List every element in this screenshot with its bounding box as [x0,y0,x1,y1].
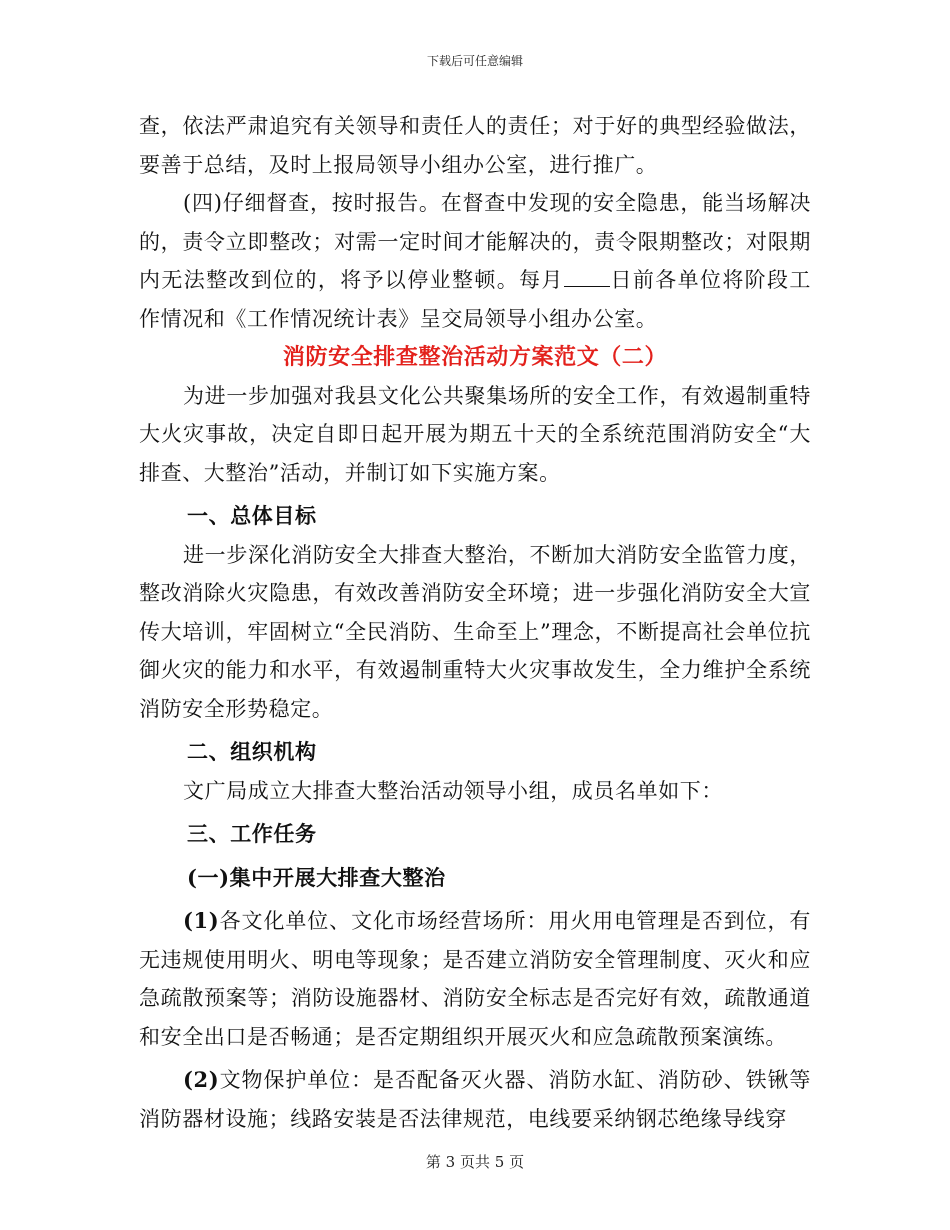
document-title: 消防安全排查整治活动方案范文（二） [282,344,668,370]
paragraph-continuation: 查，依法严肃追究有关领导和责任人的责任；对于好的典型经验做法，要善于总结，及时上报局领导小组办公室，进行推广。 [139,114,811,177]
page-footer: 第 3 页共 5 页 [425,1153,525,1171]
heading-overall-goal: 一、总体目标 [187,503,317,528]
subheading-inspection: (一)集中开展大排查大整治 [187,864,446,890]
list-item-text: 文物保护单位：是否配备灭火器、消防水缸、消防砂、铁锹等消防器材设施；线路安装是否法律规范，电线要采纳钢芯绝缘导线穿 [139,1068,811,1131]
list-item-text: 各文化单位、文化市场经营场所：用火用电管理是否到位，有无违规使用明火、明电等现象；是否建立消防安全管理制度、灭火和应急疏散预案等；消防设施器材、消防安全标志是否完好有效，疏散通道和安全出口是否畅通；是否定期组织开展灭火和应急疏散预案演练。 [139,909,811,1049]
list-item-number: (2) [183,1067,220,1092]
list-item-heritage-units [139,1061,811,1138]
page-header: 下载后可任意编辑 [426,54,523,68]
paragraph-supervision-text-b: 日前各单位将阶段工作情况和《工作情况统计表》呈交局领导小组办公室。 [139,268,811,331]
heading-organization: 二、组织机构 [187,739,317,764]
list-item-number: (1) [183,908,220,933]
paragraph-supervision-text-a: (四)仔细督查，按时报告。在督查中发现的安全隐患，能当场解决的，责令立即整改；对需一定时间才能解决的，责令限期整改；对限期内无法整改到位的，将予以停业整顿。每月 [139,191,811,292]
paragraph-organization: 文广局成立大排查大整治活动领导小组，成员名单如下： [183,778,723,803]
list-item-cultural-units [139,902,811,1056]
heading-work-tasks: 三、工作任务 [187,821,317,846]
document-body [139,107,811,1138]
paragraph-goal: 进一步深化消防安全大排查大整治，不断加大消防安全监管力度，整改消除火灾隐患，有效改善消防安全环境；进一步强化消防安全大宣传大培训，牢固树立“全民消防、生命至上”理念，不断提高社会单位抗御火灾的能力和水平，有效遏制重特大火灾事故发生，全力维护全系统消防安全形势稳定。 [139,542,811,721]
paragraph-intro: 为进一步加强对我县文化公共聚集场所的安全工作，有效遏制重特大火灾事故，决定自即日起开展为期五十天的全系统范围消防安全“大排查、大整治”活动，并制订如下实施方案。 [139,383,811,485]
paragraph-supervision [139,184,811,338]
fill-in-blank [564,268,610,287]
